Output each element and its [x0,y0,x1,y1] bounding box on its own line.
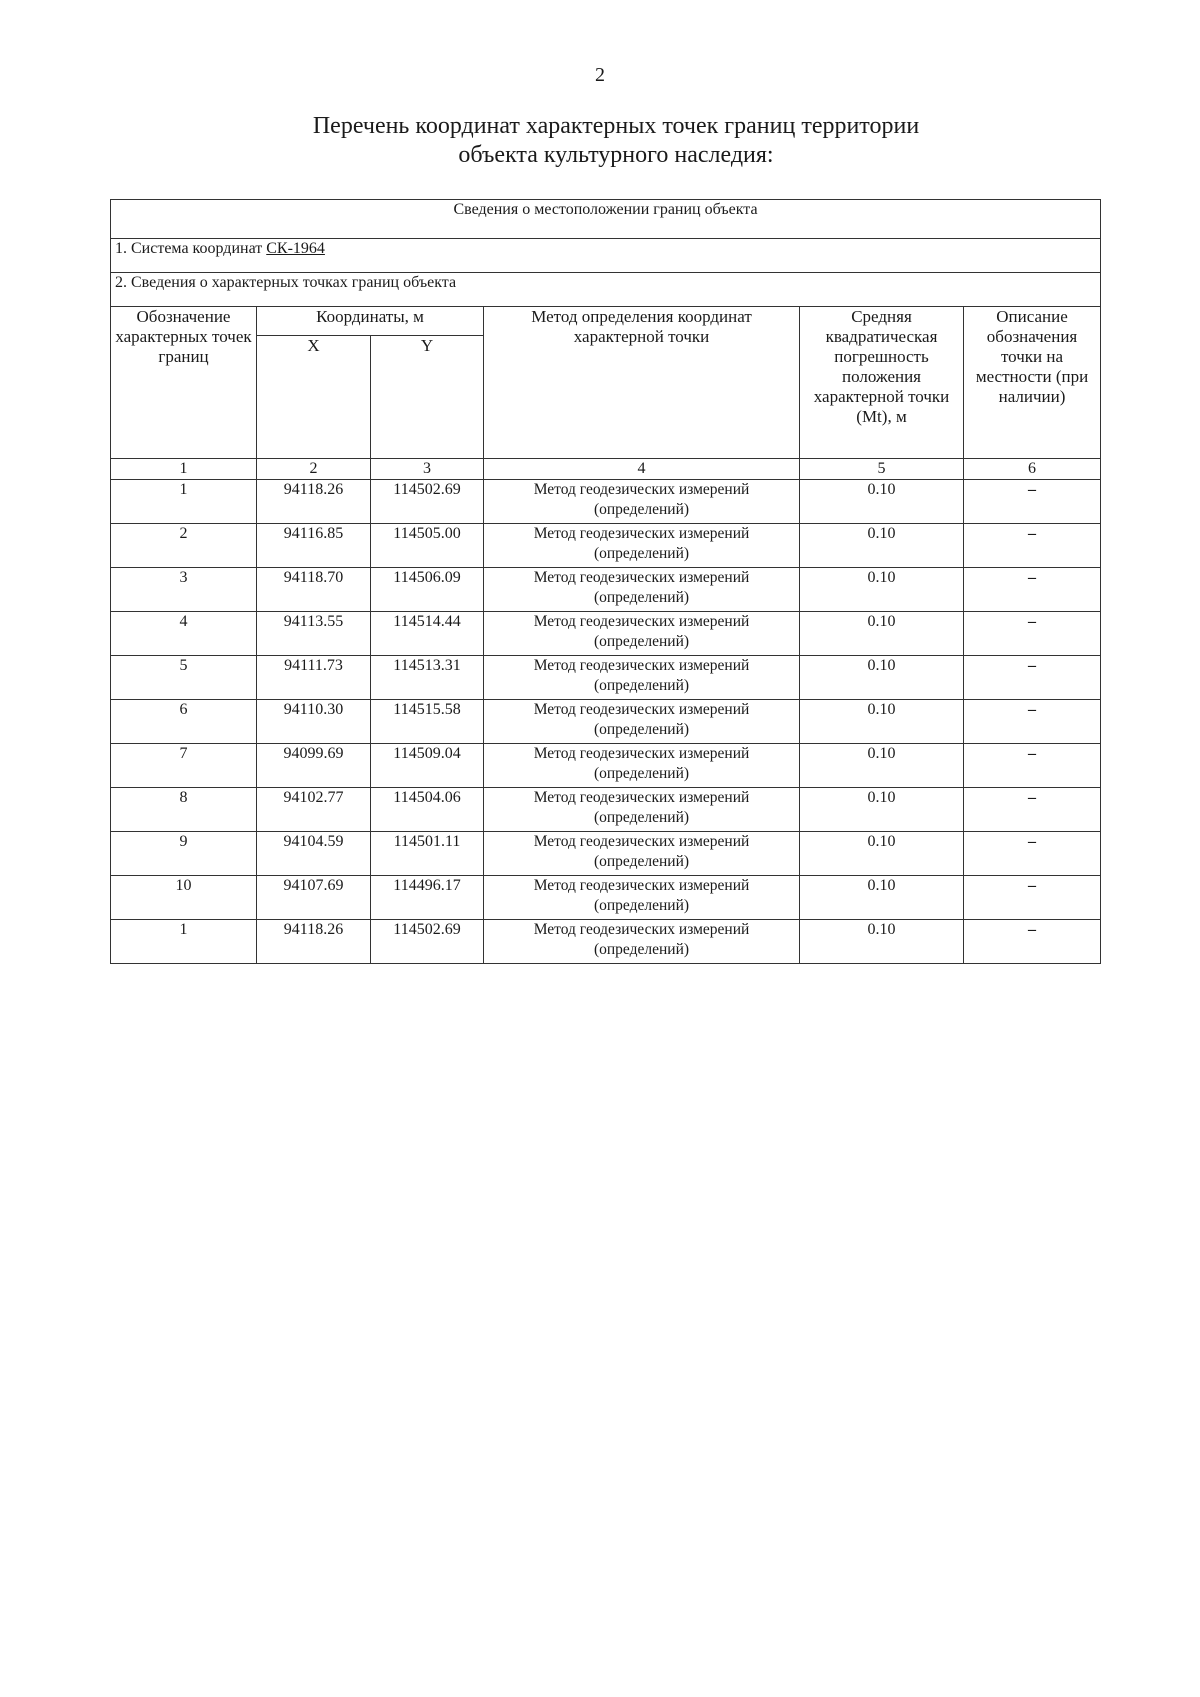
description-cell: – [964,832,1101,876]
table-row [111,920,1101,964]
error-cell: 0.10 [800,876,964,920]
method-cell: Метод геодезических измерений (определений) [484,920,800,964]
column-number: 3 [371,459,484,480]
table-row [111,524,1101,568]
point-cell: 3 [111,568,257,612]
header-description: Описание обозначения точки на местности (при наличии) [964,307,1101,459]
table-row [111,480,1101,524]
point-cell: 9 [111,832,257,876]
y-cell: 114509.04 [371,744,484,788]
column-number: 6 [964,459,1101,480]
point-cell: 5 [111,656,257,700]
method-cell: Метод геодезических измерений (определений) [484,656,800,700]
x-cell: 94116.85 [257,524,371,568]
description-cell: – [964,524,1101,568]
table-row [111,656,1101,700]
page-number: 2 [595,64,605,86]
table-body [111,480,1101,964]
point-cell: 8 [111,788,257,832]
y-cell: 114506.09 [371,568,484,612]
column-number: 5 [800,459,964,480]
method-cell: Метод геодезических измерений (определений) [484,744,800,788]
method-cell: Метод геодезических измерений (определений) [484,876,800,920]
points-title-row [111,273,1101,307]
description-cell: – [964,568,1101,612]
point-cell: 2 [111,524,257,568]
x-cell: 94102.77 [257,788,371,832]
x-cell: 94113.55 [257,612,371,656]
point-cell: 7 [111,744,257,788]
coord-system-label: 1. Система координат [115,240,263,257]
table-row [111,568,1101,612]
error-cell: 0.10 [800,524,964,568]
error-cell: 0.10 [800,920,964,964]
error-cell: 0.10 [800,612,964,656]
point-cell: 1 [111,920,257,964]
section-title-row [111,200,1101,239]
y-cell: 114504.06 [371,788,484,832]
description-cell: – [964,920,1101,964]
method-cell: Метод геодезических измерений (определений) [484,480,800,524]
method-cell: Метод геодезических измерений (определений) [484,612,800,656]
x-cell: 94099.69 [257,744,371,788]
header-error: Средняя квадратическая погрешность положения характерной точки (Mt), м [800,307,964,459]
y-cell: 114496.17 [371,876,484,920]
error-cell: 0.10 [800,744,964,788]
point-cell: 4 [111,612,257,656]
coordinates-table [110,199,1101,964]
method-cell: Метод геодезических измерений (определений) [484,832,800,876]
error-cell: 0.10 [800,832,964,876]
point-cell: 10 [111,876,257,920]
x-cell: 94118.26 [257,480,371,524]
y-cell: 114514.44 [371,612,484,656]
x-cell: 94104.59 [257,832,371,876]
error-cell: 0.10 [800,480,964,524]
y-cell: 114501.11 [371,832,484,876]
header-y: Y [371,336,484,459]
description-cell: – [964,700,1101,744]
section-title: Сведения о местоположении границ объекта [111,200,1101,239]
description-cell: – [964,744,1101,788]
column-number: 1 [111,459,257,480]
description-cell: – [964,480,1101,524]
y-cell: 114513.31 [371,656,484,700]
title-line-1: Перечень координат характерных точек границ территории [312,113,920,139]
x-cell: 94118.26 [257,920,371,964]
description-cell: – [964,788,1101,832]
error-cell: 0.10 [800,656,964,700]
header-coordinates: Координаты, м [257,307,484,336]
points-title: 2. Сведения о характерных точках границ объекта [111,273,1101,307]
table-row [111,744,1101,788]
header-x: X [257,336,371,459]
description-cell: – [964,876,1101,920]
table-row [111,788,1101,832]
header-row-top [111,307,1101,336]
table-row [111,700,1101,744]
x-cell: 94107.69 [257,876,371,920]
coord-system-row [111,239,1101,273]
column-number-row [111,459,1101,480]
error-cell: 0.10 [800,700,964,744]
table-row [111,832,1101,876]
y-cell: 114505.00 [371,524,484,568]
y-cell: 114502.69 [371,480,484,524]
x-cell: 94118.70 [257,568,371,612]
table-row [111,876,1101,920]
coord-system-cell [111,239,1101,273]
table-row [111,612,1101,656]
method-cell: Метод геодезических измерений (определений) [484,788,800,832]
y-cell: 114515.58 [371,700,484,744]
description-cell: – [964,612,1101,656]
method-cell: Метод геодезических измерений (определений) [484,524,800,568]
y-cell: 114502.69 [371,920,484,964]
point-cell: 6 [111,700,257,744]
method-cell: Метод геодезических измерений (определений) [484,568,800,612]
description-cell: – [964,656,1101,700]
document-title [0,112,1200,170]
error-cell: 0.10 [800,788,964,832]
x-cell: 94111.73 [257,656,371,700]
header-designation: Обозначение характерных точек границ [111,307,257,459]
error-cell: 0.10 [800,568,964,612]
x-cell: 94110.30 [257,700,371,744]
title-line-2: объекта культурного наследия: [458,142,774,168]
coord-system-value: СК-1964 [266,240,325,257]
header-method: Метод определения координат характерной точки [484,307,800,459]
point-cell: 1 [111,480,257,524]
column-number: 2 [257,459,371,480]
method-cell: Метод геодезических измерений (определений) [484,700,800,744]
column-number: 4 [484,459,800,480]
